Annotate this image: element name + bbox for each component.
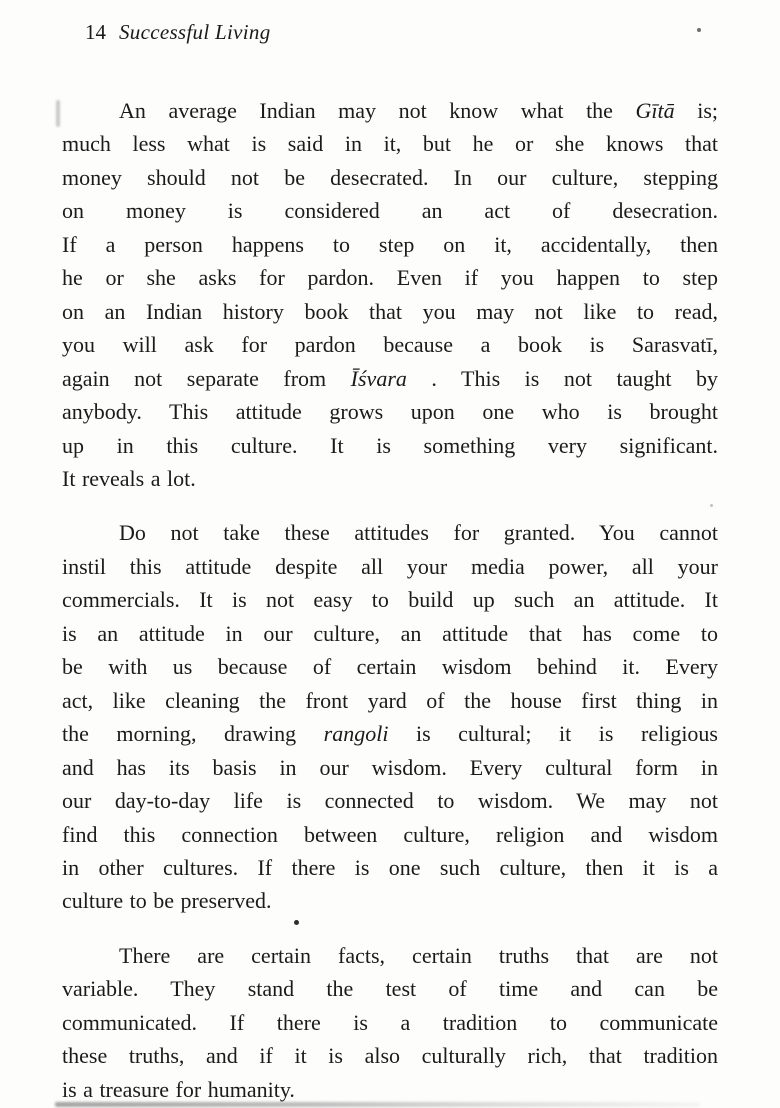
text-line bbox=[62, 939, 718, 972]
text-line bbox=[62, 94, 718, 127]
text-segment: he or she asks for pardon. Even if you happen to step bbox=[62, 265, 718, 291]
text-line bbox=[62, 328, 718, 361]
text-line bbox=[62, 884, 718, 917]
text-line bbox=[62, 261, 718, 294]
text-segment: on money is considered an act of desecration. bbox=[62, 198, 718, 224]
text-segment: There are certain facts, certain truths that are not bbox=[119, 942, 718, 968]
text-line bbox=[62, 583, 718, 616]
text-segment: An average Indian may not know what the bbox=[119, 98, 636, 123]
text-segment: the morning, drawing bbox=[62, 721, 324, 747]
text-segment: much less what is said in it, but he or she knows that bbox=[62, 131, 718, 157]
text-line bbox=[62, 784, 718, 817]
text-line bbox=[62, 1039, 718, 1072]
text-segment: is an attitude in our culture, an attitude that has come to bbox=[62, 620, 718, 646]
scan-mark-left-margin bbox=[56, 100, 60, 127]
text-line bbox=[62, 751, 718, 784]
text-line bbox=[62, 127, 718, 160]
text-line bbox=[62, 295, 718, 328]
page-number: 14 bbox=[85, 20, 106, 44]
text-segment: act, like cleaning the front yard of the house first thing in bbox=[62, 687, 718, 713]
text-segment: commercials. It is not easy to build up such an attitude. It bbox=[62, 587, 718, 613]
text-segment: anybody. This attitude grows upon one who is brought bbox=[62, 399, 718, 425]
paragraph bbox=[62, 516, 718, 917]
text-line bbox=[62, 717, 718, 750]
paragraph bbox=[62, 94, 718, 495]
text-segment: in other cultures. If there is one such culture, then it is a bbox=[62, 854, 718, 880]
text-segment: instil this attitude despite all your media power, all your bbox=[62, 553, 718, 579]
text-line bbox=[62, 818, 718, 851]
text-segment: money should not be desecrated. In our culture, stepping bbox=[62, 164, 718, 190]
text-line bbox=[62, 516, 718, 549]
text-segment: up in this culture. It is something very significant. bbox=[62, 432, 718, 458]
text-line bbox=[62, 194, 718, 227]
text-segment: . This is not taught by bbox=[406, 365, 719, 391]
running-header bbox=[85, 20, 271, 45]
text-segment: is a treasure for humanity. bbox=[62, 1076, 295, 1102]
text-segment: on an Indian history book that you may not like to read, bbox=[62, 298, 718, 324]
text-line bbox=[62, 228, 718, 261]
text-line bbox=[62, 1006, 718, 1039]
text-line bbox=[62, 972, 718, 1005]
text-line bbox=[62, 650, 718, 683]
body-text bbox=[62, 94, 718, 1106]
text-segment: you will ask for pardon because a book is Sarasvatī, bbox=[62, 332, 718, 358]
text-line bbox=[62, 161, 718, 194]
italic-term: rangoli bbox=[323, 721, 389, 747]
text-line bbox=[62, 395, 718, 428]
text-segment: is; bbox=[674, 98, 718, 123]
running-title: Successful Living bbox=[119, 20, 271, 44]
text-line bbox=[62, 362, 718, 395]
italic-term: Gītā bbox=[635, 98, 675, 123]
paragraph bbox=[62, 939, 718, 1106]
text-segment: our day-to-day life is connected to wisdom. We may not bbox=[62, 788, 718, 814]
text-segment: these truths, and if it is also culturally rich, that tradition bbox=[62, 1043, 718, 1069]
italic-term: Īśvara bbox=[350, 365, 407, 391]
text-line bbox=[62, 617, 718, 650]
text-segment: again not separate from bbox=[62, 365, 351, 391]
text-segment: variable. They stand the test of time and can be bbox=[62, 976, 718, 1002]
text-segment: communicated. If there is a tradition to communicate bbox=[62, 1009, 718, 1035]
text-segment: and has its basis in our wisdom. Every cultural form in bbox=[62, 754, 718, 780]
text-segment: If a person happens to step on it, accidentally, then bbox=[62, 231, 718, 257]
text-line bbox=[62, 462, 718, 495]
text-line bbox=[62, 429, 718, 462]
text-segment: find this connection between culture, religion and wisdom bbox=[62, 821, 718, 847]
text-segment: be with us because of certain wisdom behind it. Every bbox=[62, 654, 718, 680]
text-line bbox=[62, 851, 718, 884]
text-segment: Do not take these attitudes for granted. You cannot bbox=[119, 520, 718, 546]
text-segment: It reveals a lot. bbox=[62, 465, 196, 491]
text-line bbox=[62, 1073, 718, 1106]
text-segment: is cultural; it is religious bbox=[388, 721, 718, 747]
text-line bbox=[62, 684, 718, 717]
text-line bbox=[62, 550, 718, 583]
text-segment: culture to be preserved. bbox=[62, 888, 272, 914]
scan-speck-top-right bbox=[697, 28, 701, 32]
